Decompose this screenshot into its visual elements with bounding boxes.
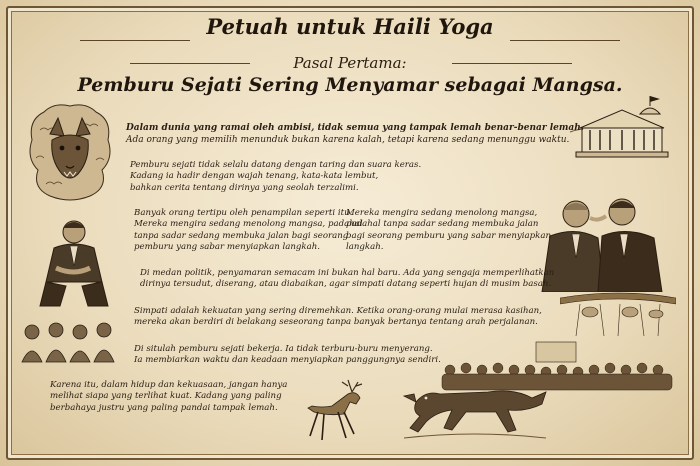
paragraph-line: Kadang ia hadir dengan wajah tenang, kata-kata lembut, — [130, 171, 379, 182]
paragraph-deceived — [134, 208, 363, 254]
paragraph-line: Karena itu, dalam hidup dan kekuasaan, jangan hanya — [50, 380, 288, 390]
paragraph-line: Pemburu sejati tidak selalu datang dengan taring dan suara keras. — [130, 160, 422, 170]
paragraph-patience — [134, 344, 441, 367]
paragraph-politics — [140, 268, 554, 291]
paragraph-line: Banyak orang tertipu oleh penampilan seperti itu. — [134, 208, 353, 218]
page-subtitle: Pemburu Sejati Sering Menyamar sebagai Mangsa. — [77, 74, 623, 96]
paragraph-line: tanpa sadar sedang membuka jalan bagi seorang — [134, 230, 349, 241]
intro-paragraph — [126, 122, 584, 146]
chapter-rule-left — [130, 63, 250, 64]
paragraph-hunter — [130, 160, 421, 194]
paragraph-line: bahkan cerita tentang dirinya yang seolah terzalimi. — [130, 182, 359, 193]
paragraph-line: Dalam dunia yang ramai oleh ambisi, tidak semua yang tampak lemah benar-benar lemah. — [126, 123, 584, 133]
seated-man-icon — [26, 212, 122, 312]
wolf-in-sheepskin-icon — [22, 100, 118, 204]
paragraph-line: Simpati adalah kekuatan yang sering diremehkan. Ketika orang-orang mulai merasa kasihan, — [134, 306, 542, 316]
paragraph-line: mereka akan berdiri di belakang seseorang tanpa banyak bertanya tentang arah perjalanan. — [134, 317, 538, 328]
page-title: Petuah untuk Haili Yoga — [206, 14, 494, 39]
paragraph-line: berbahaya justru yang paling pandai tampak lemah. — [50, 402, 278, 413]
chapter-rule-right — [452, 63, 572, 64]
paragraph-line: Mereka mengira sedang menolong mangsa, padahal — [134, 219, 363, 230]
deer-icon — [298, 378, 378, 444]
paragraph-line: melihat siapa yang terlihat kuat. Kadang yang paling — [50, 391, 282, 402]
puppet-strings-icon — [560, 290, 676, 340]
crowd-icon — [18, 318, 118, 364]
paragraph-line: Ia membiarkan waktu dan keadaan menyiapkan panggungnya sendiri. — [134, 355, 441, 366]
paragraph-line: Ada orang yang memilih menunduk bukan karena kalah, tetapi karena sedang menunggu waktu. — [126, 135, 570, 145]
paragraph-sympathy — [134, 306, 542, 329]
paragraph-line: Di situlah pemburu sejati bekerja. Ia tidak terburu-buru menyerang. — [134, 344, 433, 354]
paragraph-conclusion — [50, 380, 287, 414]
paragraph-line: langkah. — [346, 242, 384, 253]
paragraph-line: Di medan politik, penyamaran semacam ini bukan hal baru. Ada yang sengaja memperlihatkan — [140, 268, 555, 278]
title-rule-left — [80, 40, 190, 41]
chapter-heading: Pasal Pertama: — [293, 54, 407, 72]
paragraph-line: dirinya tersudut, diserang, atau diabaikan, agar simpati datang seperti hujan di musim basah. — [140, 279, 552, 290]
title-rule-right — [510, 40, 620, 41]
running-wolf-icon — [396, 372, 552, 444]
paragraph-line: padahal tanpa sadar sedang membuka jalan — [346, 219, 539, 230]
paragraph-line: pemburu yang sabar menyiapkan langkah. — [134, 242, 320, 253]
paragraph-deceived-echo — [346, 208, 551, 254]
paragraph-line: bagi seorang pemburu yang sabar menyiapkan — [346, 230, 552, 241]
paragraph-line: Mereka mengira sedang menolong mangsa, — [346, 208, 538, 218]
